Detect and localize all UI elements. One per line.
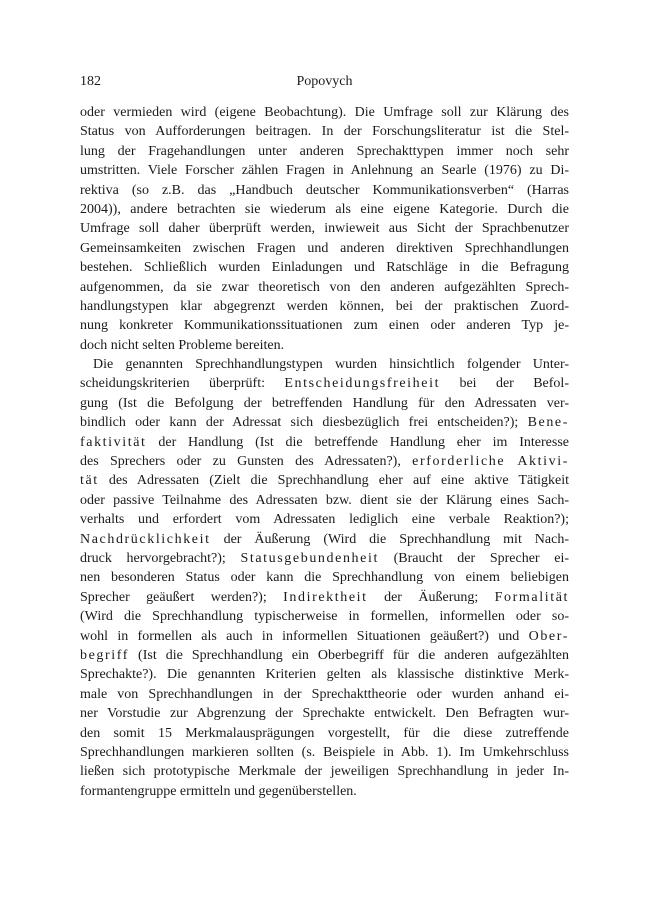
text-run: wohl in formellen als auch in informellen Situationen geäußert?) und [80, 628, 529, 644]
text-run: rektiva (so z.B. das „Handbuch deutscher Kommunikationsverben“ (Harras [80, 182, 569, 198]
text-line [80, 142, 569, 161]
text-line [80, 491, 569, 510]
text-run: (Wird die Sprechhandlung typischerweise in formellen, informellen oder so- [80, 609, 569, 625]
text-run: ner Vorstudie zur Abgrenzung der Sprechakte entwickelt. Den Befragten wur- [80, 706, 569, 722]
page-header [80, 72, 569, 92]
text-line [80, 219, 569, 238]
text-run: verhalts und erfordert vom Adressaten lediglich eine verbale Reaktion?); [80, 512, 569, 528]
text-line [80, 627, 569, 646]
text-line [80, 394, 569, 413]
text-run: ließen sich prototypische Merkmale der jeweiligen Sprechhandlung in jeder In- [80, 764, 569, 780]
text-run: handlungstypen klar abgegrenzt werden können, bei der praktischen Zuord- [80, 298, 569, 314]
text-line [80, 413, 569, 432]
text-run: doch nicht selten Probleme bereiten. [80, 337, 285, 353]
text-run: male von Sprechhandlungen in der Sprechakttheorie oder wurden anhand ei- [80, 686, 569, 702]
text-line [80, 181, 569, 200]
text-line [80, 665, 569, 684]
text-line [80, 316, 569, 335]
text-line [80, 258, 569, 277]
text-run: 2004)), andere betrachten sie wiederum als eine eigene Kategorie. Durch die [80, 201, 569, 217]
text-run: Status von Aufforderungen beitragen. In der Forschungsliteratur ist die Stel- [80, 124, 569, 140]
spaced-term: Formalität [494, 589, 569, 605]
text-line [80, 743, 569, 762]
text-run: des Sprechers oder zu Gunsten des Adressaten?), [80, 454, 413, 470]
text-run: Sprecher geäußert werden?); [80, 589, 284, 605]
spaced-term: tät [80, 473, 99, 489]
text-line [80, 103, 569, 122]
text-run: der Äußerung; [367, 589, 495, 605]
text-run: bei der Befol- [440, 376, 569, 392]
text-run: (Ist die Sprechhandlung ein Oberbegriff für die anderen aufgezählten [129, 647, 569, 663]
text-run: aufgenommen, da sie zwar theoretisch von den anderen aufgezählten Sprech- [80, 279, 569, 295]
text-run: Die genannten Sprechhandlungstypen wurden hinsichtlich folgender Unter- [93, 357, 569, 373]
text-line [80, 122, 569, 141]
spaced-term: Nachdrücklichkeit [80, 531, 211, 547]
text-line [80, 588, 569, 607]
text-run: Sprechhandlungen markieren sollten (s. Beispiele in Abb. 1). Im Umkehrschluss [80, 744, 569, 760]
spaced-term: Indirektheit [283, 589, 368, 605]
text-run: oder vermieden wird (eigene Beobachtung). Die Umfrage soll zur Klärung des [80, 105, 569, 120]
text-line [80, 471, 569, 490]
text-line [80, 646, 569, 665]
spaced-term: Statusgebundenheit [240, 550, 379, 566]
text-run: gung (Ist die Befolgung der betreffenden Handlung für den Adressaten ver- [80, 395, 569, 411]
text-run: (Braucht der Sprecher ei- [378, 550, 570, 566]
text-run: den somit 15 Merkmalausprägungen vorgestellt, für die diese zutreffende [80, 725, 569, 741]
paragraph [80, 355, 569, 801]
spaced-term: Bene- [527, 415, 569, 431]
text-run: formantengruppe ermitteln und gegenüberstellen. [80, 783, 357, 799]
text-run: des Adressaten (Zielt die Sprechhandlung eher auf eine aktive Tätigkeit [98, 473, 569, 489]
text-line [80, 685, 569, 704]
text-run: bestehen. Schließlich wurden Einladungen und Ratschläge in die Befragung [80, 260, 569, 276]
text-run: Umfrage soll daher überprüft werden, inwieweit aus Sicht der Sprachbenutzer [80, 221, 569, 237]
text-line [80, 530, 569, 549]
text-line [80, 452, 569, 471]
text-line [80, 568, 569, 587]
spaced-term: Ober- [528, 628, 569, 644]
text-run: nung konkreter Kommunikationssituationen zum einen oder anderen Typ je- [80, 318, 569, 334]
text-line [80, 161, 569, 180]
text-run: oder passive Teilnahme des Adressaten bzw. dient sie der Klärung eines Sach- [80, 492, 569, 508]
text-run: Sprechakte?). Die genannten Kriterien gelten als klassische distinktive Merk- [80, 667, 569, 683]
text-line [80, 704, 569, 723]
text-line [80, 762, 569, 781]
text-line [80, 200, 569, 219]
text-line [80, 549, 569, 568]
text-line [80, 374, 569, 393]
paragraph [80, 103, 569, 355]
text-line [80, 278, 569, 297]
text-line [80, 239, 569, 258]
text-line [80, 336, 569, 355]
text-run: bindlich oder kann der Adressat sich diesbezüglich frei entscheiden?); [80, 415, 528, 431]
text-line [80, 607, 569, 626]
text-run: Gemeinsamkeiten zwischen Fragen und anderen direktiven Sprechhandlungen [80, 240, 569, 256]
text-run: lung der Fragehandlungen unter anderen Sprechakttypen immer noch sehr [80, 143, 569, 159]
page-number: 182 [80, 74, 101, 89]
text-run: nen besonderen Status oder kann die Sprechhandlung von einem beliebigen [80, 570, 569, 586]
running-head: Popovych [296, 74, 353, 89]
text-run: umstritten. Viele Forscher zählen Fragen in Anlehnung an Searle (1976) zu Di- [80, 163, 569, 179]
spaced-term: begriff [80, 647, 130, 663]
text-line [80, 297, 569, 316]
text-line [80, 433, 569, 452]
text-line [80, 510, 569, 529]
spaced-term: faktivität [80, 434, 147, 450]
spaced-term: erforderliche Aktivi- [412, 454, 569, 470]
text-line [80, 782, 569, 801]
text-run: der Handlung (Ist die betreffende Handlung eher im Interesse [146, 434, 569, 450]
body-text [80, 103, 569, 801]
spaced-term: Entscheidungsfreiheit [284, 376, 441, 392]
text-run: druck hervorgebracht?); [80, 550, 241, 566]
text-line [80, 355, 569, 374]
text-line [80, 724, 569, 743]
text-run: der Äußerung (Wird die Sprechhandlung mit Nach- [210, 531, 569, 547]
text-run: scheidungskriterien überprüft: [80, 376, 285, 392]
